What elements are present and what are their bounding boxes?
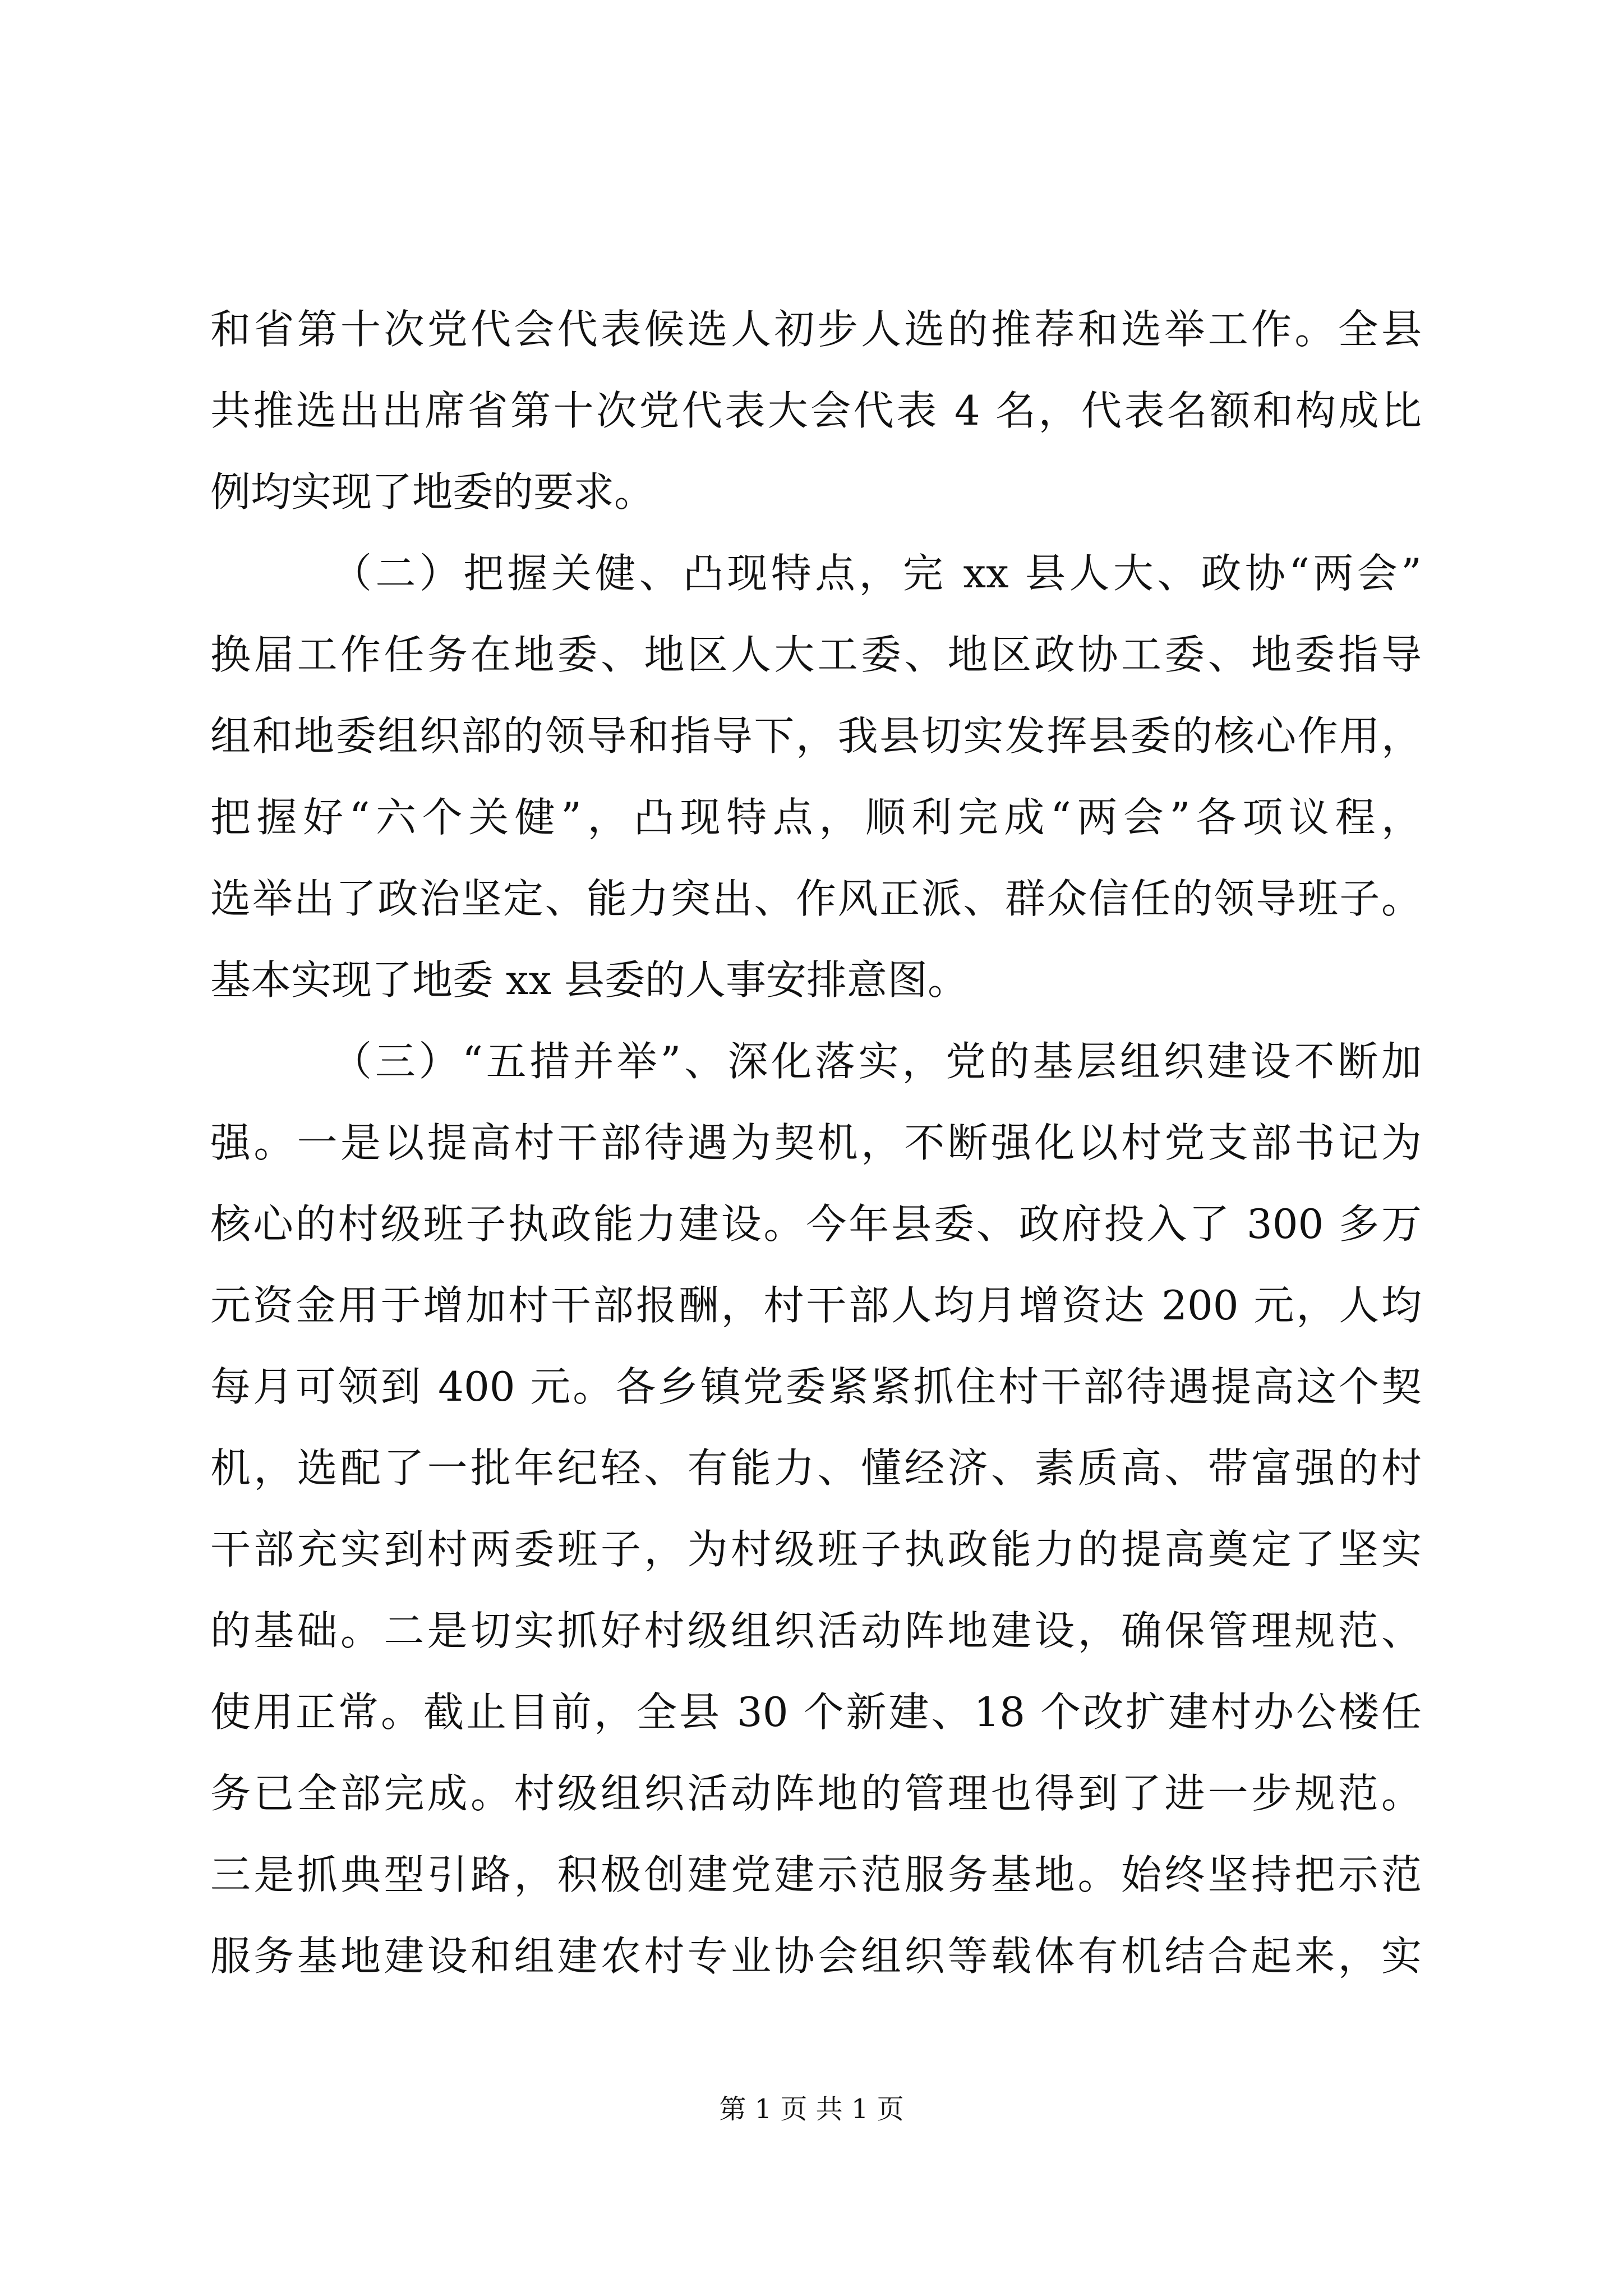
text-line: 的基础。二是切实抓好村级组织活动阵地建设，确保管理规范、: [210, 1607, 1422, 1654]
text-line: 三是抓典型引路，积极创建党建示范服务基地。始终坚持把示范: [210, 1851, 1422, 1898]
page-number-footer: 第 1 页 共 1 页: [719, 2093, 904, 2125]
body-text: [210, 289, 1422, 1997]
text-line: 共推选出出席省第十次党代表大会代表 4 名，代表名额和构成比: [210, 387, 1422, 434]
text-line: 干部充实到村两委班子，为村级班子执政能力的提高奠定了坚实: [210, 1526, 1422, 1573]
text-line: 务已全部完成。村级组织活动阵地的管理也得到了进一步规范。: [210, 1770, 1422, 1817]
text-line: 例均实现了地委的要求。: [210, 468, 655, 516]
text-line: 元资金用于增加村干部报酬，村干部人均月增资达 200 元，人均: [210, 1282, 1422, 1329]
text-line: 核心的村级班子执政能力建设。今年县委、政府投入了 300 多万: [210, 1200, 1422, 1248]
text-line: （二）把握关健、凸现特点，完 xx 县人大、政协“两会”: [331, 550, 1422, 597]
text-line: 服务基地建设和组建农村专业协会组织等载体有机结合起来，实: [210, 1932, 1422, 1980]
text-line: 基本实现了地委 xx 县委的人事安排意图。: [210, 956, 968, 1004]
text-line: 每月可领到 400 元。各乡镇党委紧紧抓住村干部待遇提高这个契: [210, 1363, 1422, 1410]
text-line: 把握好“六个关健”，凸现特点，顺利完成“两会”各项议程，: [210, 794, 1422, 841]
text-line: 选举出了政治坚定、能力突出、作风正派、群众信任的领导班子。: [210, 875, 1422, 922]
text-line: 使用正常。截止目前，全县 30 个新建、18 个改扩建村办公楼任: [210, 1688, 1422, 1736]
text-line: （三）“五措并举”、深化落实，党的基层组织建设不断加: [331, 1038, 1422, 1085]
text-line: 和省第十次党代会代表候选人初步人选的推荐和选举工作。全县: [210, 306, 1422, 353]
text-line: 强。一是以提高村干部待遇为契机，不断强化以村党支部书记为: [210, 1119, 1422, 1166]
text-line: 换届工作任务在地委、地区人大工委、地区政协工委、地委指导: [210, 631, 1422, 678]
text-line: 组和地委组织部的领导和指导下，我县切实发挥县委的核心作用，: [210, 712, 1422, 760]
text-line: 机，选配了一批年纪轻、有能力、懂经济、素质高、带富强的村: [210, 1444, 1422, 1492]
